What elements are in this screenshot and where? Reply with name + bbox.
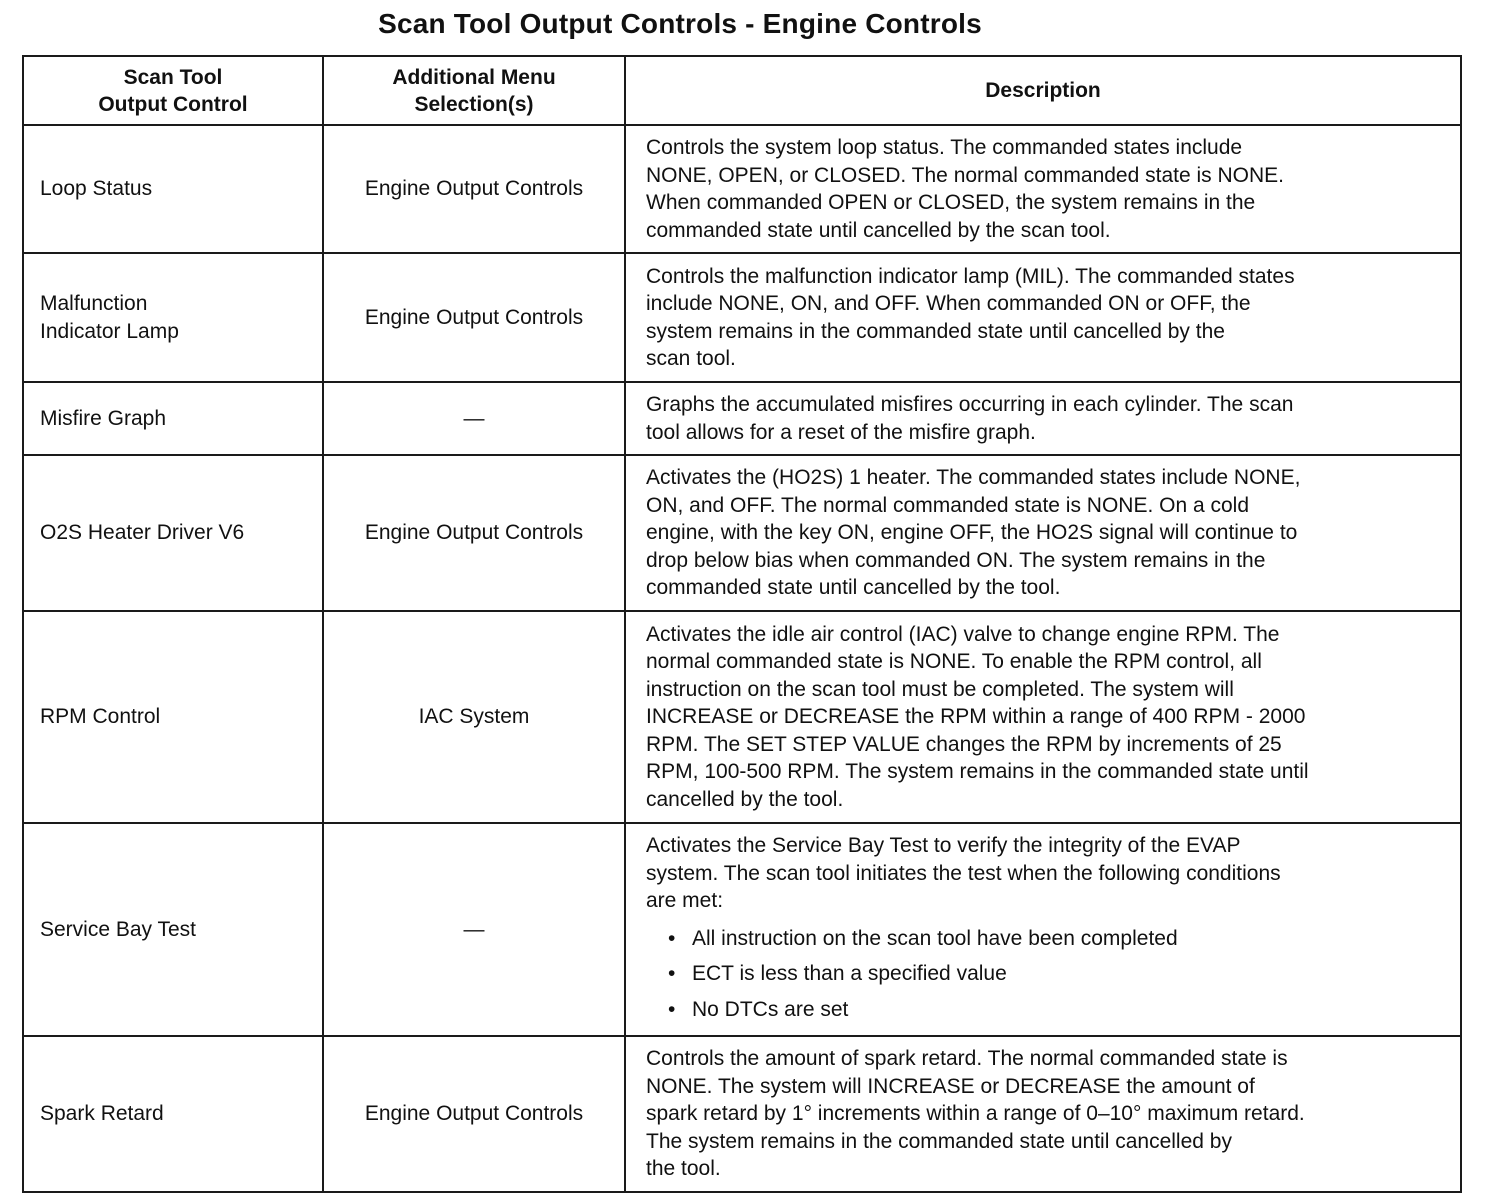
- control-cell: [23, 382, 323, 455]
- description-line: are met:: [646, 889, 724, 912]
- list-item: [668, 992, 1452, 1028]
- description-cell: [625, 611, 1461, 823]
- description-line: RPM. The SET STEP VALUE changes the RPM by increments of 25: [646, 732, 1282, 756]
- header-menu-selection: [323, 56, 625, 125]
- description-cell: [625, 1036, 1461, 1192]
- description-line: engine, with the key ON, engine OFF, the HO2S signal will continue to: [646, 521, 1298, 545]
- control-line: Malfunction: [40, 292, 148, 315]
- description-line: instruction on the scan tool must be completed. The system will: [646, 677, 1234, 701]
- description-line: Activates the idle air control (IAC) valve to change engine RPM. The: [646, 622, 1280, 646]
- list-item: [668, 956, 1452, 992]
- description-line: INCREASE or DECREASE the RPM within a range of 400 RPM - 2000: [646, 705, 1306, 729]
- list-item-text: All instruction on the scan tool have been completed: [692, 926, 1178, 950]
- description-line: commanded state until cancelled by the scan tool.: [646, 218, 1111, 242]
- description-line: Controls the malfunction indicator lamp (MIL). The commanded states: [646, 264, 1295, 288]
- menu-cell: IAC System: [323, 611, 625, 823]
- control-cell: [23, 823, 323, 1036]
- description-line: drop below bias when commanded ON. The system remains in the: [646, 548, 1266, 572]
- table-row: [23, 611, 1461, 823]
- header-line: Scan Tool: [123, 65, 223, 89]
- list-item-text: ECT is less than a specified value: [692, 962, 1007, 985]
- description-line: include NONE, ON, and OFF. When commanded ON or OFF, the: [646, 292, 1251, 315]
- description-line: spark retard by 1° increments within a range of 0–10° maximum retard.: [646, 1102, 1305, 1125]
- menu-cell: —: [323, 823, 625, 1036]
- table-row: [23, 1036, 1461, 1192]
- table-row: [23, 823, 1461, 1036]
- control-line: Spark Retard: [40, 1102, 164, 1125]
- description-line: tool allows for a reset of the misfire graph.: [646, 420, 1036, 444]
- control-cell: [23, 455, 323, 611]
- control-line: RPM Control: [40, 705, 161, 729]
- description-line: commanded state until cancelled by the tool.: [646, 576, 1061, 600]
- table-row: [23, 455, 1461, 611]
- menu-cell: Engine Output Controls: [323, 125, 625, 253]
- description-line: Activates the Service Bay Test to verify the integrity of the EVAP: [646, 834, 1241, 857]
- table-row: [23, 125, 1461, 253]
- description-line: RPM, 100-500 RPM. The system remains in the commanded state until: [646, 760, 1309, 784]
- menu-cell: —: [323, 382, 625, 455]
- control-line: Loop Status: [40, 177, 153, 201]
- menu-cell: Engine Output Controls: [323, 1036, 625, 1192]
- description-line: cancelled by the tool.: [646, 787, 844, 811]
- control-cell: [23, 253, 323, 382]
- header-line: Output Control: [98, 92, 248, 116]
- list-item-text: No DTCs are set: [692, 997, 849, 1021]
- menu-cell: Engine Output Controls: [323, 455, 625, 611]
- description-line: system. The scan tool initiates the test when the following conditions: [646, 861, 1281, 885]
- menu-cell: Engine Output Controls: [323, 253, 625, 382]
- bullet-icon: •: [668, 997, 676, 1021]
- control-cell: [23, 611, 323, 823]
- conditions-list: [646, 921, 1452, 1028]
- page-title: Scan Tool Output Controls - Engine Controls: [378, 8, 982, 39]
- description-line: scan tool.: [646, 347, 736, 370]
- description-cell: [625, 455, 1461, 611]
- control-cell: [23, 125, 323, 253]
- table-row: [23, 382, 1461, 455]
- description-cell: [625, 253, 1461, 382]
- table-header-row: [23, 56, 1461, 125]
- description-line: system remains in the commanded state until cancelled by the: [646, 319, 1225, 343]
- description-line: ON, and OFF. The normal commanded state is NONE. On a cold: [646, 493, 1250, 517]
- header-line: Selection(s): [414, 92, 534, 116]
- bullet-icon: •: [668, 962, 676, 985]
- bullet-icon: •: [668, 926, 676, 950]
- header-line: Description: [985, 79, 1101, 102]
- description-line: NONE, OPEN, or CLOSED. The normal commanded state is NONE.: [646, 163, 1284, 187]
- description-line: normal commanded state is NONE. To enable the RPM control, all: [646, 650, 1262, 674]
- description-line: Controls the amount of spark retard. The normal commanded state is: [646, 1047, 1288, 1070]
- control-cell: [23, 1036, 323, 1192]
- list-item: [668, 921, 1452, 957]
- control-line: Indicator Lamp: [40, 319, 179, 343]
- description-line: Activates the (HO2S) 1 heater. The commanded states include NONE,: [646, 466, 1301, 490]
- description-cell: [625, 125, 1461, 253]
- control-line: Misfire Graph: [40, 406, 167, 430]
- control-line: O2S Heater Driver V6: [40, 521, 245, 545]
- description-line: When commanded OPEN or CLOSED, the system remains in the: [646, 191, 1256, 214]
- header-line: Additional Menu: [392, 65, 556, 89]
- header-description: [625, 56, 1461, 125]
- header-output-control: [23, 56, 323, 125]
- control-line: Service Bay Test: [40, 917, 197, 941]
- output-controls-table: [22, 55, 1462, 1193]
- description-line: the tool.: [646, 1157, 721, 1180]
- description-cell: [625, 382, 1461, 455]
- description-line: The system remains in the commanded state until cancelled by: [646, 1129, 1232, 1153]
- description-cell: [625, 823, 1461, 1036]
- description-line: Controls the system loop status. The commanded states include: [646, 136, 1243, 159]
- description-line: NONE. The system will INCREASE or DECREASE the amount of: [646, 1074, 1255, 1098]
- description-line: Graphs the accumulated misfires occurring in each cylinder. The scan: [646, 393, 1294, 416]
- table-row: [23, 253, 1461, 382]
